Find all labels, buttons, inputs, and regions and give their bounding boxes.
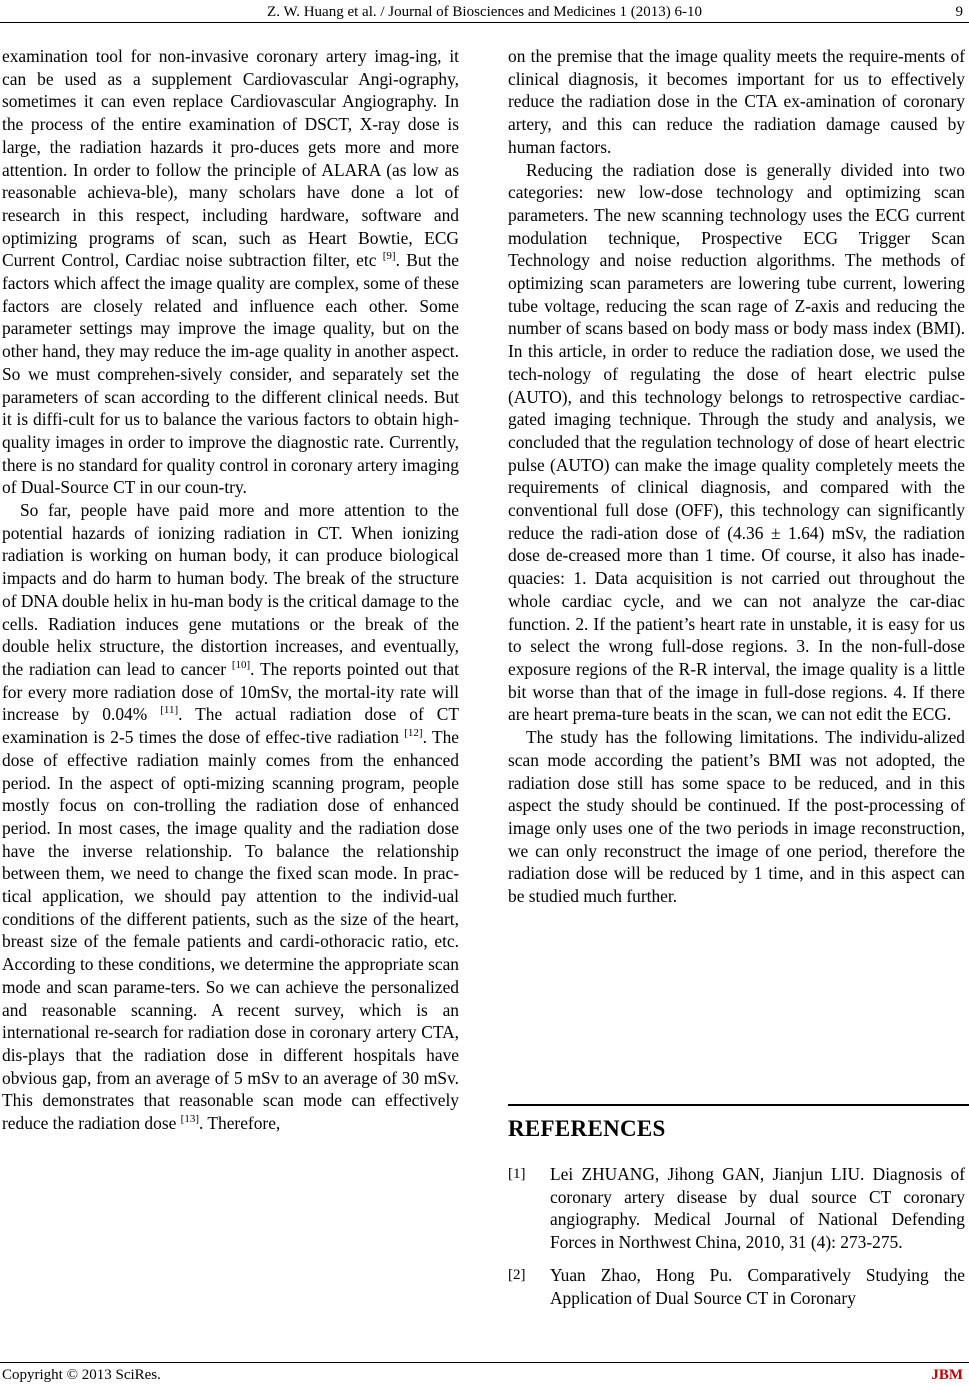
reference-number: [1] xyxy=(508,1166,526,1182)
body-paragraph: The study has the following limitations. The individu-alized scan mode according the patient’s BMI was not adopted, the radiation dose still has some space to be reduced, and in this aspect the study should be continued. If the post-processing of image only uses one of the two periods in image reconstruction, we can only reconstruct the image of one period, therefore the radiation dose will be reduced by 1 time, and in this aspect can be studied much further. xyxy=(508,727,965,907)
reference-text: Yuan Zhao, Hong Pu. Comparatively Studying the Application of Dual Source CT in Coronary xyxy=(550,1264,965,1308)
reference-item xyxy=(508,1163,965,1254)
references-rule xyxy=(508,1104,969,1106)
body-paragraph: Reducing the radiation dose is generally divided into two categories: new low-dose technology and optimizing scan parameters. The new scanning technology uses the ECG current modulation technique, Prospective ECG Trigger Scan Technology and noise reduction algorithms. The methods of optimizing scan parameters are lowering tube current, lowering tube voltage, reducing the scan rage of Z-axis and reducing the number of scans based on body mass or body mass index (BMI). In this article, in order to reduce the radiation dose, we used the tech-nology of regulating the dose of heart electric pulse (AUTO), and this technology belongs to retrospective cardiac-gated imaging technique. Through the study and analysis, we concluded that the regulation technology of dose of heart electric pulse (AUTO) can make the image quality completely meets the requirements of clinical diagnosis, and compared with the conventional full dose (OFF), this technology can significantly reduce the radi-ation dose of (4.36 ± 1.64) mSv, the radiation dose de-creased more than 1 time. Of course, it also has inade-quacies: 1. Data acquisition is not carried out throughout the whole cardiac cycle, and we can not analyze the car-diac function. 2. If the patient’s heart rate in unstable, it is easy for us to select the wrong full-dose regions. 3. In the non-full-dose exposure regions of the R-R interval, the image quality is a little bit worse than that of the image in full-dose regions. 4. If there are heart prema-ture beats in the scan, we can not edit the ECG. xyxy=(508,159,965,725)
footer-rule xyxy=(0,1362,969,1363)
right-column xyxy=(508,45,965,908)
citation: [9] xyxy=(382,250,396,263)
body-paragraph: examination tool for non-invasive coronary artery imag-ing, it can be used as a supplement Cardiovascular Angi-ography, sometimes it can even replace Cardiovascular Angiography. In the process of the entire examination of DSCT, X-ray dose is large, the radiation hazards it pro-duces gets more and more attention. In order to follow the principle of ALARA (as low as reasonable achieva-ble), many scholars have done a lot of research in this respect, including hardware, software and optimizing programs of scan, such as Heart Bowtie, ECG Current Control, Cardiac noise subtraction filter, etc [9]. But the factors which affect the image quality are complex, some of these factors are closely related and influence each other. Some parameter settings may improve the image quality, but on the other hand, they may reduce the im-age quality in another aspect. So we must comprehen-sively consider, and separately set the parameters of scan according to the different clinical needs. But it is diffi-cult for us to balance the various factors to obtain high-quality images in order to improve the diagnostic rate. Currently, there is no standard for quality control in coronary artery imaging of Dual-Source CT in our coun-try. xyxy=(2,46,459,498)
references-heading: REFERENCES xyxy=(508,1116,666,1141)
copyright-notice: Copyright © 2013 SciRes. xyxy=(2,1367,161,1383)
reference-number: [2] xyxy=(508,1266,526,1283)
body-paragraph: So far, people have paid more and more attention to the potential hazards of ionizing radiation in CT. When ionizing radiation is working on human body, it can produce biological impacts and do harm to human body. The break of the structure of DNA double helix in hu-man body is the critical damage to the cells. Radiation induces gene mutations or the break of the double helix structure, the distortion increases, and eventually, the radiation can lead to cancer [10]. The reports pointed out that for every more radiation dose of 10mSv, the mortal-ity rate will increase by 0.04% [11]. The actual radiation dose of CT examination is 2-5 times the dose of effec-tive radiation [12]. The dose of effective radiation mainly comes from the enhanced period. In the aspect of opti-mizing scanning program, people mostly focus on con-trolling the radiation dose of enhanced period. In most cases, the image quality and the radiation dose have the inverse relationship. To balance the relationship between them, we need to change the fixed scan mode. In prac-tical application, we should pay attention to the individ-ual conditions of the different patients, such as the size of the heart, breast size of the female patients and cardi-othoracic ratio, etc. According to these conditions, we determine the appropriate scan mode and scan parame-ters. So we can achieve the personalized and reasonable scanning. A recent survey, which is an international re-search for radiation dose in coronary artery CTA, dis-plays that the radiation dose in different hospitals have obvious gap, from an average of 5 mSv to an average of 30 mSv. This demonstrates that reasonable scan mode can effectively reduce the radiation dose [13]. Therefore, xyxy=(2,500,459,1134)
running-header-text: Z. W. Huang et al. / Journal of Biosciences and Medicines 1 (2013) 6-10 xyxy=(267,4,702,20)
reference-list xyxy=(508,1163,965,1319)
citation: [11] xyxy=(160,704,179,717)
page-number: 9 xyxy=(955,4,963,20)
journal-abbreviation: JBM xyxy=(931,1367,963,1383)
reference-text: Lei ZHUANG, Jihong GAN, Jianjun LIU. Diagnosis of coronary artery disease by dual source CT coronary angiography. Medical Journal of National Defending Forces in Northwest China, 2010, 31 (4): 273-275. xyxy=(550,1164,965,1253)
header-rule xyxy=(0,22,969,23)
citation: [13] xyxy=(180,1113,199,1126)
reference-item xyxy=(508,1264,965,1309)
page-footer xyxy=(0,1365,969,1385)
citation: [10] xyxy=(231,658,251,671)
body-paragraph: on the premise that the image quality meets the require-ments of clinical diagnosis, it becomes important for us to effectively reduce the radiation dose in the CTA ex-amination of coronary artery, and this can reduce the radiation damage caused by human factors. xyxy=(508,46,965,157)
citation: [12] xyxy=(404,727,423,740)
left-column xyxy=(2,45,459,1135)
running-header xyxy=(0,2,969,22)
